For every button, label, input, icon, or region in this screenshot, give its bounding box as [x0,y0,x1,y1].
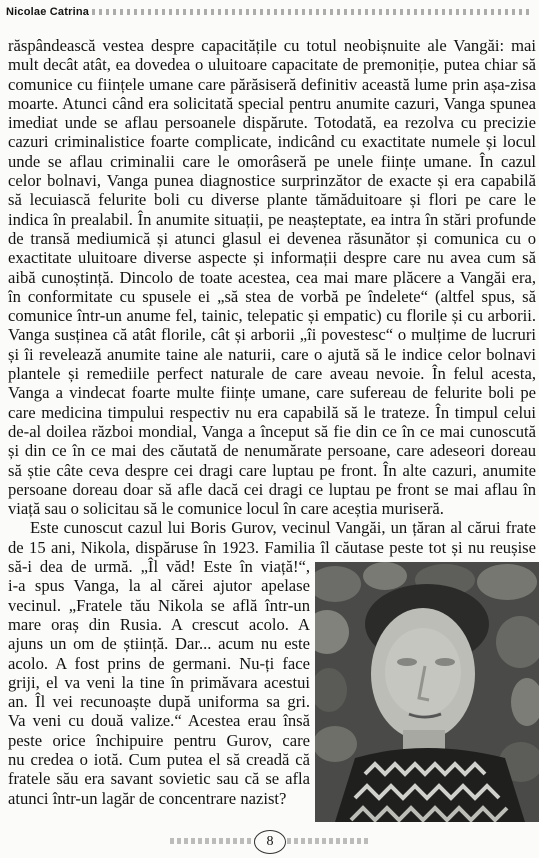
text-line: i-a spus Vanga, la al cărei ajutor apelase [8,576,310,596]
text-line: în conformitate cu spusele ei „să stea de vorbă pe îndelete“ (altfel spus, să [8,286,536,306]
text-line: acolo. A fost prins de germani. Nu-ți face [8,653,310,673]
header-author: Nicolae Catrina [6,6,90,18]
text-line: Va veni cu două valize.“ Acestea erau însă [8,711,310,731]
text-line: plantele și remediile perfect naturale de care aveau nevoie. În felul acesta, [8,364,536,384]
text-line: să-i dea de urmă. „Îl văd! Este în viață!“, [8,557,310,577]
text-line: atunci într-un lagăr de concentrare nazist? [8,788,287,808]
text-line: imediat unde se aflau persoanele dispărute. Totodată, ea rezolva cu precizie [8,113,536,133]
text-line-paragraph-end: viață sau o solicitau să le comunice locul în care aceștia muriseră. [8,499,444,519]
text-line: răspândească vestea despre capacitățile cu totul neobișnuite ale Vangăi: mai [8,36,536,55]
text-line: comunice într-un anume fel, tainic, telepatic și empatic) cu florile și cu arborii. [8,306,536,326]
text-line: aibă cunoștință. Dincolo de toate acestea, cea mai mare plăcere a Vangăi era, [8,267,536,287]
footer-ornament-left [170,838,260,844]
text-line: ajuns un om de știință. Dar... acum nu este [8,634,310,654]
portrait-photo [315,562,539,822]
text-line: de 15 ani, Nikola, dispăruse în 1923. Familia îl căutase peste tot și nu reușise [8,537,536,557]
page-footer [0,826,539,856]
text-line: an. Îl vei recunoaște după uniforma sa gri. [8,692,310,712]
text-line: unde se aflau criminalii care le omorâseră pe unele ființe umane. În cazul [8,151,536,171]
text-line: peste orice închipuire pentru Gurov, care [8,730,310,750]
text-line: mult decât atât, ea dovedea o uluitoare capacitate de premoniție, putea chiar să [8,55,536,75]
text-line: celor bolnavi, Vanga punea diagnostice surprinzător de exacte și era capabilă [8,171,536,191]
text-line: indica în prealabil. În anumite situații, pe neașteptate, ea intra în stări profunde [8,209,536,229]
text-line: fratele său era savant sovietic sau că se afla [8,769,310,789]
text-line: Vanga susținea că atât florile, cât și arborii „îi povestesc“ o mulțime de lucruri [8,325,536,345]
text-line: mare oraș din Rusia. A crescut acolo. A [8,614,310,634]
footer-ornament-right [280,838,370,844]
text-line: Vanga a vindecat foarte multe ființe umane, care sufereau de felurite boli pe [8,383,536,403]
text-line-paragraph-start: Este cunoscut cazul lui Boris Gurov, vecinul Vangăi, un țăran al cărui frate [30,518,536,538]
text-line: de-al doilea război mondial, Vanga a început să fie din ce în ce mai cunoscută [8,421,536,441]
text-line: cazuri criminalistice foarte complicate, indicând cu exactitate numele și locul [8,132,536,152]
page-number: 8 [254,830,286,854]
text-line: și îi revelează anumite taine ale naturii, care o ajută să le indice celor bolnavi [8,344,536,364]
text-line: persoane doreau doar să afle dacă cei dragi ce luptau pe front se mai aflau în [8,479,536,499]
text-line: care medicina timpului respectiv nu era capabilă să le trateze. În timpul celui [8,402,536,422]
text-line: de transă mediumică și atunci glasul ei devenea răsunător și comunica cu o [8,228,536,248]
text-line: comunice cu ființele umane care părăsiseră definitiv această lume prin așa-zisa [8,74,536,94]
text-line: vecinul. „Fratele tău Nikola se află într-un [8,595,310,615]
running-header [0,0,539,30]
header-ornament-rule [92,9,533,15]
text-line: și din ce în ce mai des căutată de nenumărate persoane, care adeseori doreau [8,441,536,461]
text-line: să știe câte ceva despre cei dragi care luptau pe front. În alte cazuri, anumite [8,460,536,480]
text-line: să lecuiască felurite boli cu diverse plante tămăduitoare și flori pe care le [8,190,536,210]
text-line: nu credea o iotă. Cum putea el să creadă că [8,749,310,769]
text-line: griji, el va veni la tine în primăvara acestui [8,672,310,692]
text-line: exactitate uluitoare diverse aspecte și informații despre care nu avea cum să [8,248,536,268]
text-line: moarte. Atunci când era solicitată special pentru anumite cazuri, Vanga spunea [8,93,536,113]
